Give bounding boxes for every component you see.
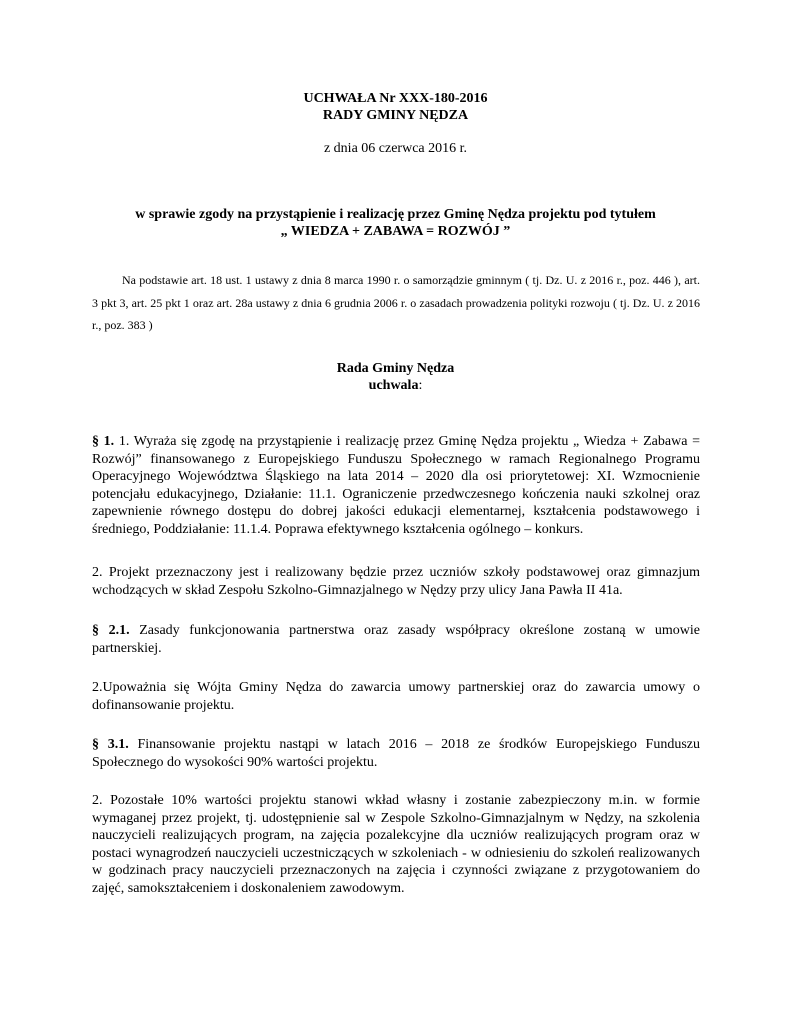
resolution-date: z dnia 06 czerwca 2016 r. [323, 141, 468, 156]
section-1-paragraph-2: 2. Projekt przeznaczony jest i realizowany będzie przez uczniów szkoły podstawowej oraz gimnazjum wchodzących w skład Zespołu Szkolno-Gimnazjalnego w Nędzy przy ulicy Jana Pawła II 41a. [92, 565, 700, 598]
legal-basis: Na podstawie art. 18 ust. 1 ustawy z dnia 8 marca 1990 r. o samorządzie gminnym ( tj. Dz. U. z 2016 r., poz. 446 ), art. 3 pkt 3, art. 25 pkt 1 oraz art. 28a ustawy z dnia 6 grudnia 2006 r. o zasadach prowadzenia polityki rozwoju ( tj. Dz. U. z 2016 r., poz. 383 ) [92, 273, 700, 332]
section-1-paragraph-1 [92, 433, 700, 538]
section-2-paragraph-1 [92, 622, 700, 657]
resolves-heading [0, 377, 791, 394]
section-3-paragraph-1 [92, 736, 700, 771]
resolves-colon: : [418, 378, 423, 393]
section-2-text: Zasady funkcjonowania partnerstwa oraz zasady współpracy określone zostaną w umowie partnerskiej. [92, 623, 701, 656]
subject-line-2: „ WIEDZA + ZABAWA = ROZWÓJ ” [280, 224, 511, 239]
council-name-heading: RADY GMINY NĘDZA [322, 108, 469, 123]
section-3-mark: § 3.1. [92, 737, 129, 752]
section-1-text: 1. Wyraża się zgodę na przystąpienie i realizację przez Gminę Nędza projektu „ Wiedza + Zabawa = Rozwój” finansowanego z Europejskiego Funduszu Społecznego w ramach Regionalnego Programu Operacyjnego Województwa Śląskiego na lata 2014 – 2020 dla osi priorytetowej: XI. Wzmocnienie potencjału edukacyjnego, Działanie: 11.1. Ograniczenie przedwczesnego kończenia nauki szkolnej oraz zapewnienie równego dostępu do dobrej jakości edukacji elementarnej, kształcenia podstawowego i średniego, Poddziałanie: 11.1.4. Poprawa efektywnego kształcenia ogólnego – konkurs. [92, 434, 701, 537]
section-2-paragraph-2: 2.Upoważnia się Wójta Gminy Nędza do zawarcia umowy partnerskiej oraz do zawarcia umowy o dofinansowanie projektu. [92, 680, 700, 713]
section-2-mark: § 2.1. [92, 623, 130, 638]
resolution-number: UCHWAŁA Nr XXX-180-2016 [303, 91, 488, 106]
council-heading: Rada Gminy Nędza [336, 361, 455, 376]
section-3-paragraph-2: 2. Pozostałe 10% wartości projektu stanowi wkład własny i zostanie zabezpieczony m.in. w formie wymaganej przez projekt, tj. udostępnienie sal w Zespole Szkolno-Gimnazjalnym w Nędzy, na szkolenia nauczycieli realizujących program, na zajęcia pozalekcyjne dla uczniów realizujących program oraz w postaci wynagrodzeń nauczycieli uczestniczących w szkoleniach - w odniesieniu do szkoleń realizowanych w godzinach pracy nauczycieli przeznaczonych na zajęcia i czynności związane z przygotowaniem do zajęć, samokształceniem i doskonaleniem zawodowym. [92, 793, 700, 896]
section-1-mark: § 1. [92, 434, 115, 449]
subject-line-1: w sprawie zgody na przystąpienie i realizację przez Gminę Nędza projektu pod tytułem [135, 207, 656, 222]
section-3-text: Finansowanie projektu nastąpi w latach 2016 – 2018 ze środków Europejskiego Funduszu Społecznego do wysokości 90% wartości projektu. [92, 737, 701, 770]
resolves-word: uchwala [368, 378, 419, 393]
